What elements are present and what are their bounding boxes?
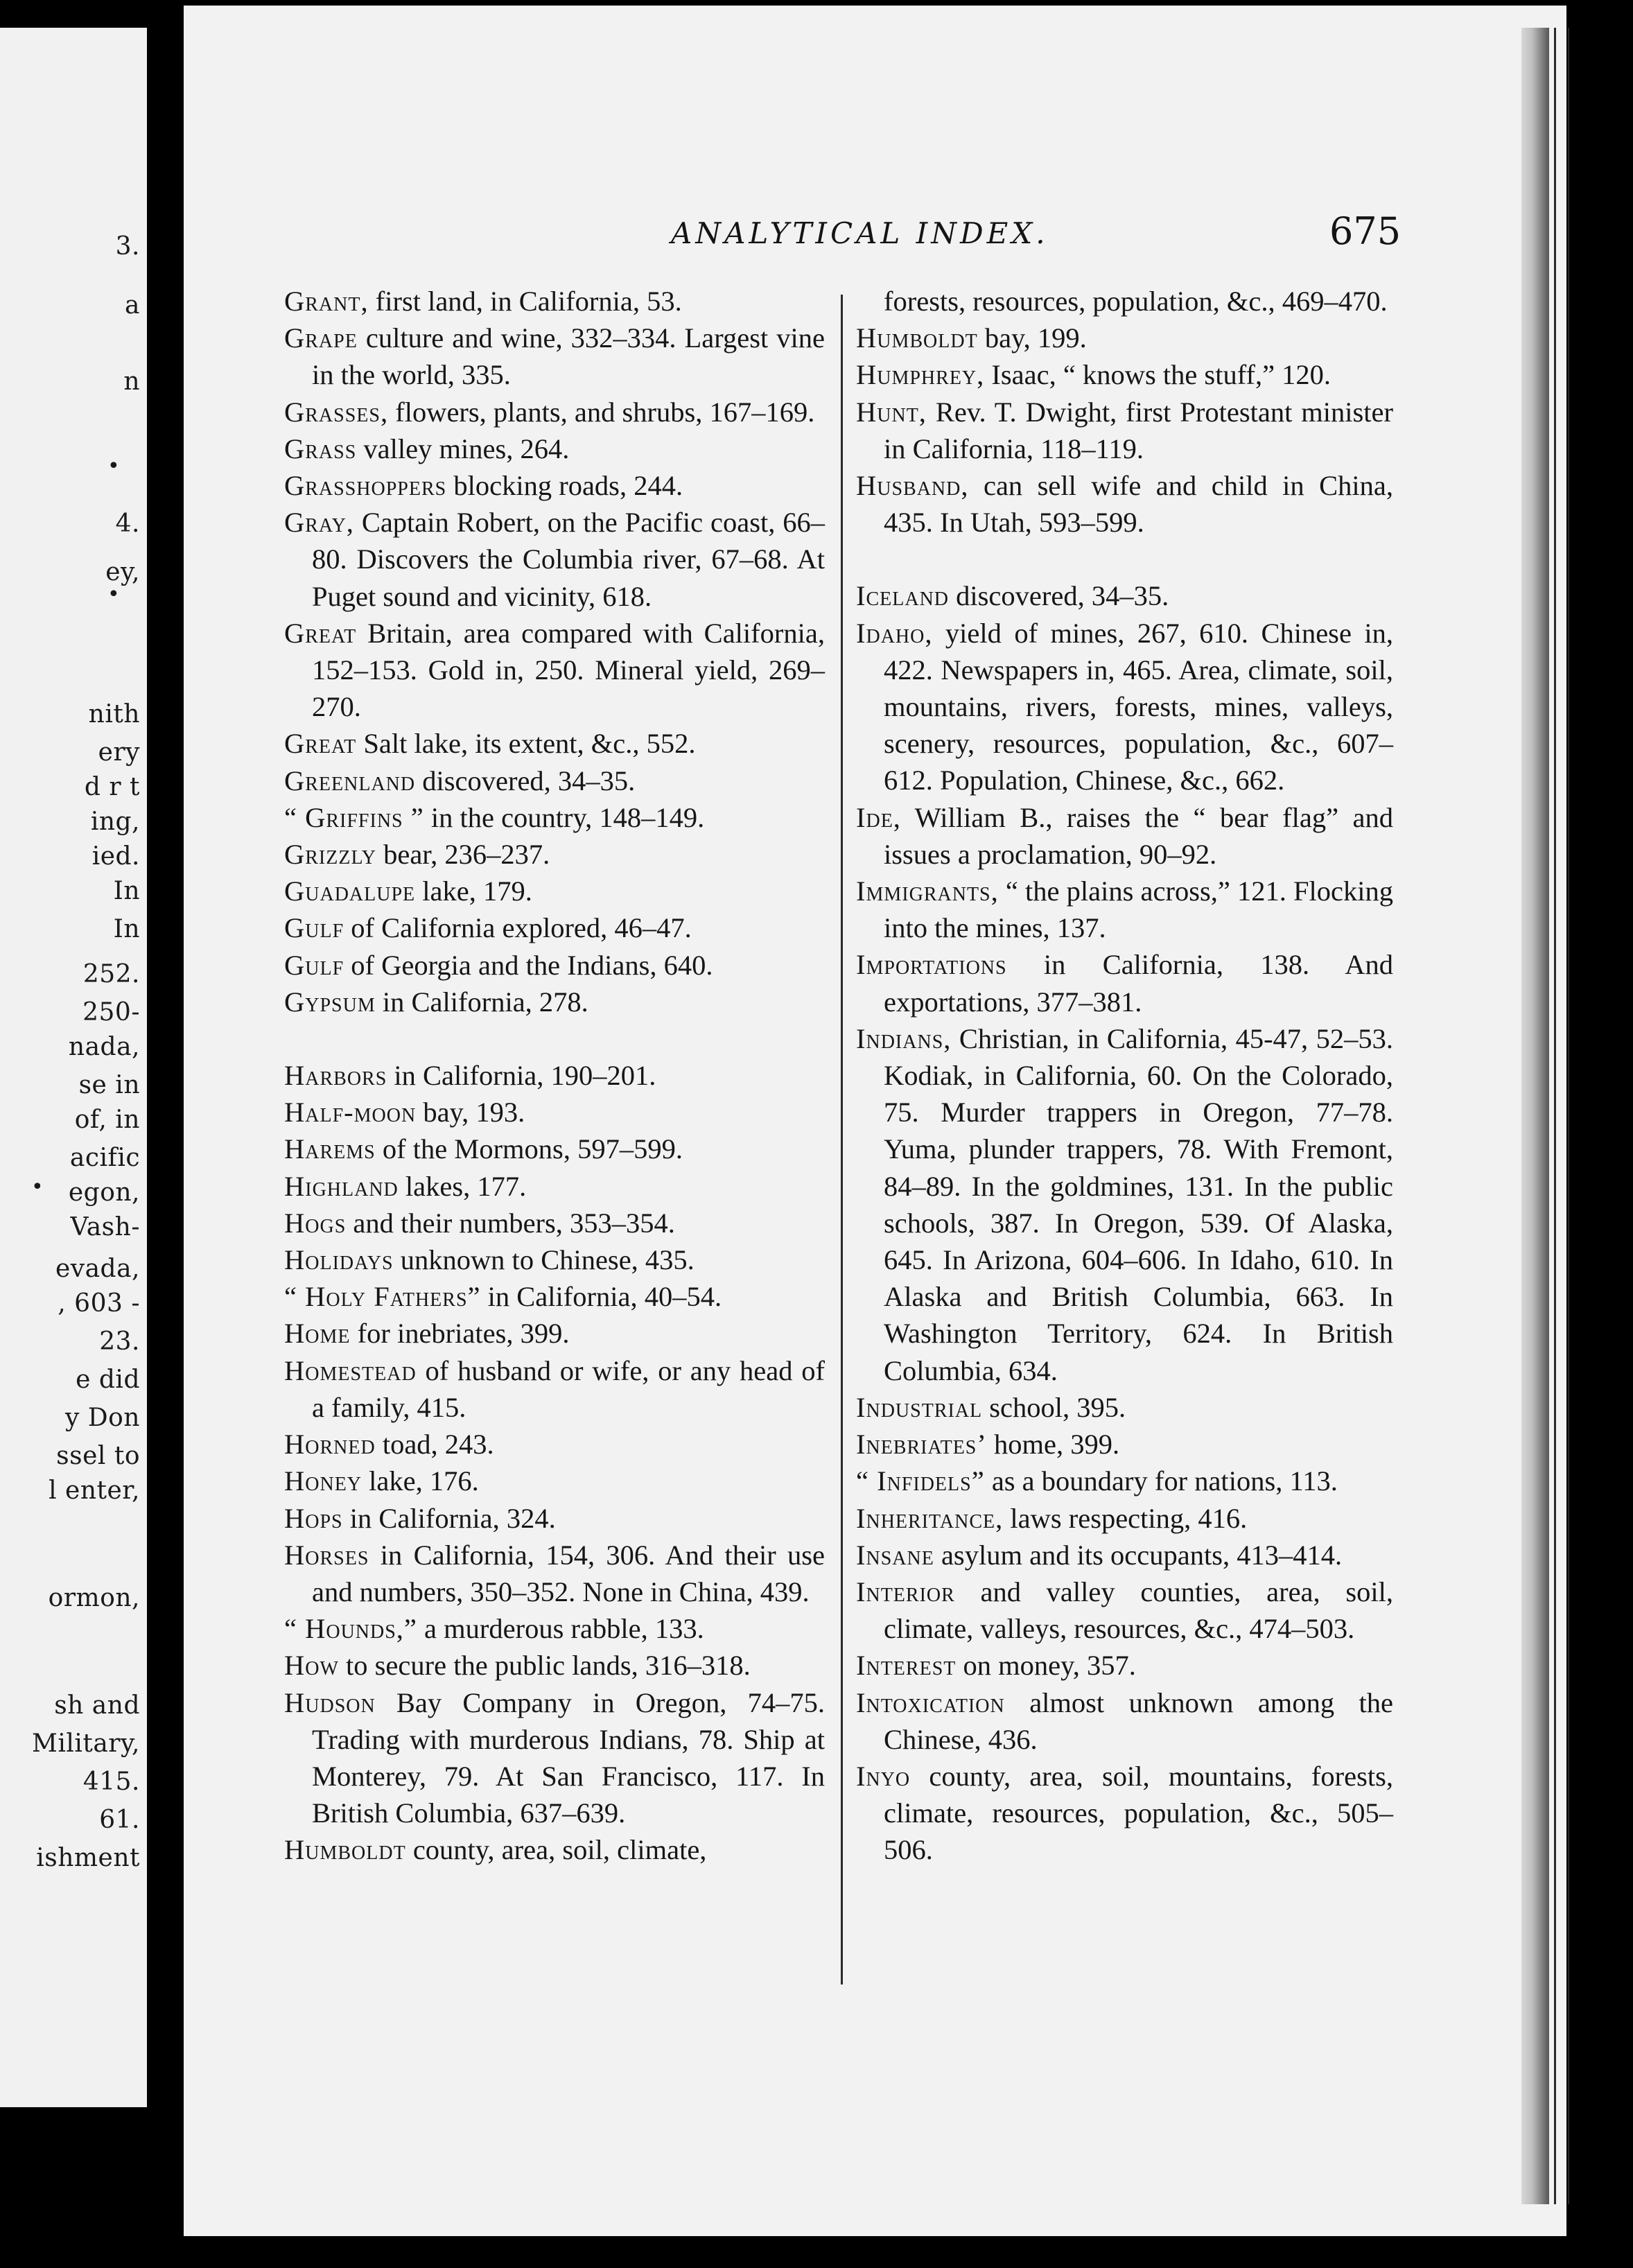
column-rule <box>841 295 843 1984</box>
index-headword: Grasshoppers <box>284 470 447 502</box>
index-entry-text: in California, 138. And exportations, 377–381. <box>884 949 1393 1018</box>
index-entry-text: lake, 179. <box>415 875 532 907</box>
index-entry <box>856 615 1393 799</box>
index-entry-text: can sell wife and child in China, 435. In Utah, 593–599. <box>884 470 1393 539</box>
index-entry-text: “ the plains across,” 121. Flocking into the mines, 137. <box>884 875 1393 944</box>
previous-page-line: , 603 - <box>58 1289 140 1318</box>
index-entry-text: unknown to Chinese, 435. <box>393 1244 695 1276</box>
previous-page-line: ssel to <box>56 1442 140 1470</box>
index-headword: Inyo <box>856 1760 911 1792</box>
previous-page-line: 250- <box>82 998 140 1027</box>
index-headword: Indians, <box>856 1022 952 1054</box>
index-headword: Gulf <box>284 949 344 981</box>
page-number: 675 <box>1329 209 1401 253</box>
index-entry <box>284 1241 825 1278</box>
index-headword: Inheritance, <box>856 1502 1004 1534</box>
index-headword: Interest <box>856 1650 957 1682</box>
index-entry <box>284 725 825 762</box>
index-entry <box>284 1463 825 1499</box>
index-entry-text: bear, 236–237. <box>376 839 550 871</box>
index-entry-text: first land, in California, 53. <box>368 286 682 317</box>
previous-page-line: ormon, <box>48 1584 140 1612</box>
index-entry-text: of husband or wife, or any head of a family, 415. <box>312 1354 825 1423</box>
index-entry-text: valley mines, 264. <box>356 433 570 464</box>
margin-dot: • <box>31 1175 44 1199</box>
previous-page-line: 252. <box>82 960 140 988</box>
index-headword: Honey <box>284 1465 363 1497</box>
index-entry-text: flowers, plants, and shrubs, 167–169. <box>388 396 815 428</box>
previous-page-line: Vash- <box>70 1213 140 1241</box>
section-gap <box>284 1020 825 1057</box>
index-entry <box>284 873 825 909</box>
index-headword: Gray, <box>284 507 354 539</box>
index-entry <box>856 1537 1393 1573</box>
index-entry <box>284 1610 825 1647</box>
index-entry-text: Christian, in California, 45-47, 52–53. Kodiak, in California, 60. On the Colorado, 75. Murder trappers in Oregon, 77–78. Yuma, plunder trappers, 78. With Fremont, 84–89. In the goldmines, 131. In the public schools, 387. In Oregon, 539. Of Alaska, 645. In Arizona, 604–606. In Idaho, 610. In Alaska and British Columbia, 663. In Washington Territory, 624. In British Columbia, 634. <box>884 1022 1393 1386</box>
index-entry <box>284 1831 825 1868</box>
index-headword: Gulf <box>284 912 344 944</box>
previous-page-line: egon, <box>68 1178 140 1207</box>
previous-page-line: ery <box>98 738 140 767</box>
index-headword: Greenland <box>284 765 416 796</box>
index-entry <box>284 1684 825 1832</box>
index-entry-text: William B., raises the “ bear flag” and issues a proclamation, 90–92. <box>884 801 1393 870</box>
index-headword: Hudson <box>284 1686 376 1718</box>
index-entry-text: of California explored, 46–47. <box>344 912 692 944</box>
index-entry <box>284 320 825 393</box>
index-entry <box>856 1758 1393 1869</box>
index-entry <box>284 1057 825 1094</box>
index-headword: Gypsum <box>284 986 376 1018</box>
index-entry-text: of Georgia and the Indians, 640. <box>344 949 713 981</box>
index-headword: Harbors <box>284 1060 387 1092</box>
index-entry <box>856 1573 1393 1647</box>
index-headword: Great <box>284 728 357 760</box>
index-entry-text: discovered, 34–35. <box>949 580 1169 612</box>
index-entry <box>284 1094 825 1131</box>
index-headword: Grass <box>284 433 357 464</box>
previous-page-line: nith <box>88 700 140 729</box>
index-entry-text: toad, 243. <box>375 1429 494 1460</box>
index-headword: Husband, <box>856 470 969 502</box>
index-entry-text: Isaac, “ knows the stuff,” 120. <box>984 359 1331 391</box>
previous-page-line: 61. <box>99 1806 140 1834</box>
index-entry-text: laws respecting, 416. <box>1003 1502 1248 1534</box>
index-headword: Grizzly <box>284 839 376 871</box>
index-entry-text: for inebriates, 399. <box>350 1318 570 1350</box>
previous-page-line: 415. <box>82 1768 140 1796</box>
previous-page-line: e did <box>76 1366 140 1394</box>
index-headword: Hops <box>284 1502 343 1534</box>
previous-page-line: In <box>113 915 140 943</box>
index-entry-text: a murderous rabble, 133. <box>417 1613 704 1645</box>
index-entry <box>856 873 1393 946</box>
previous-page-line: ing, <box>90 808 140 836</box>
previous-page-line: acific <box>69 1144 140 1172</box>
index-column-right <box>856 283 1393 1869</box>
index-entry <box>284 430 825 467</box>
index-entry <box>284 947 825 984</box>
index-headword: Grant, <box>284 286 369 317</box>
index-entry <box>284 1168 825 1205</box>
index-entry-text: in California, 324. <box>342 1502 556 1534</box>
index-entry <box>284 836 825 873</box>
index-entry-text: Rev. T. Dwight, first Protestant minister in California, 118–119. <box>884 396 1393 464</box>
index-headword: Interior <box>856 1576 955 1607</box>
index-column-left <box>284 283 825 1869</box>
previous-page-line: evada, <box>55 1255 140 1283</box>
previous-page-line: a <box>125 291 140 320</box>
previous-page-fragment <box>0 28 147 2107</box>
index-entry <box>284 984 825 1020</box>
index-entry <box>284 762 825 799</box>
index-entry <box>284 909 825 946</box>
previous-page-line: d r t <box>84 773 140 801</box>
index-entry <box>284 1500 825 1537</box>
margin-dot: • <box>107 582 120 607</box>
index-entry-text: in California, 190–201. <box>387 1060 656 1092</box>
previous-page-line: n <box>123 367 140 396</box>
previous-page-line: 23. <box>99 1327 140 1356</box>
index-entry <box>856 467 1393 541</box>
index-headword: Hunt, <box>856 396 927 428</box>
previous-page-line: sh and <box>54 1691 140 1720</box>
index-headword: Intoxication <box>856 1686 1005 1718</box>
page-edge-line <box>1568 28 1569 2204</box>
index-entry <box>284 1315 825 1352</box>
index-entry <box>284 283 825 320</box>
index-entry-text: asylum and its occupants, 413–414. <box>934 1539 1343 1571</box>
index-entry-text: as a boundary for nations, 113. <box>984 1465 1338 1497</box>
previous-page-line: y Don <box>64 1404 140 1432</box>
index-entry-text: Bay Company in Oregon, 74–75. Trading with murderous Indians, 78. Ship at Monterey, 79. At San Francisco, 117. In British Columbia, 637–639. <box>312 1686 825 1829</box>
index-headword: Home <box>284 1318 351 1350</box>
index-headword: Great <box>284 617 357 649</box>
index-entry-text: Britain, area compared with California, 152–153. Gold in, 250. Mineral yield, 269–270. <box>312 617 825 723</box>
index-entry <box>284 1131 825 1167</box>
previous-page-line: ishment <box>36 1844 140 1872</box>
index-entry <box>284 1647 825 1684</box>
margin-dot: • <box>107 454 120 478</box>
index-entry <box>284 1205 825 1241</box>
previous-page-line: of, in <box>74 1106 140 1134</box>
index-entry-text: to secure the public lands, 316–318. <box>338 1650 751 1682</box>
index-headword: Homestead <box>284 1354 417 1386</box>
index-entry <box>856 1426 1393 1463</box>
index-entry <box>284 1537 825 1610</box>
previous-page-line: ied. <box>91 842 140 871</box>
index-headword: Humboldt <box>284 1834 406 1866</box>
index-entry-text: and their numbers, 353–354. <box>346 1207 675 1239</box>
running-head: ANALYTICAL INDEX. <box>671 216 1049 250</box>
index-headword: Half-moon <box>284 1097 417 1128</box>
index-headword: Grasses, <box>284 396 389 428</box>
index-entry-text: bay, 193. <box>416 1097 525 1128</box>
index-entry-text: blocking roads, 244. <box>446 470 683 502</box>
index-entry-text: lakes, 177. <box>398 1170 527 1202</box>
index-entry <box>284 394 825 430</box>
index-entry <box>856 356 1393 393</box>
index-headword: How <box>284 1650 339 1682</box>
index-headword: Holidays <box>284 1244 394 1276</box>
index-headword: Industrial <box>856 1391 983 1423</box>
index-headword: Guadalupe <box>284 875 416 907</box>
page-edge-line <box>1554 28 1556 2204</box>
index-entry <box>284 1426 825 1463</box>
index-entry-text: yield of mines, 267, 610. Chinese in, 422. Newspapers in, 465. Area, climate, soil, mountains, rivers, forests, mines, valleys, scenery, resources, population, &c., 607–612. Population, Chinese, &c., 662. <box>884 617 1393 796</box>
index-headword: “ Hounds,” <box>284 1613 417 1645</box>
index-entry <box>856 799 1393 873</box>
index-entry-text: school, 395. <box>982 1391 1126 1423</box>
index-entry <box>284 1278 825 1315</box>
index-entry-text: Captain Robert, on the Pacific coast, 66–80. Discovers the Columbia river, 67–68. At Puget sound and vicinity, 618. <box>312 507 825 612</box>
index-headword: Insane <box>856 1539 934 1571</box>
index-entry <box>284 467 825 504</box>
index-entry-text: home, 399. <box>986 1429 1120 1460</box>
index-entry <box>856 1463 1393 1499</box>
index-entry <box>856 1647 1393 1684</box>
index-entry-text: forests, resources, population, &c., 469–470. <box>884 286 1388 317</box>
index-headword: Idaho, <box>856 617 933 649</box>
index-entry-text: county, area, soil, mountains, forests, climate, resources, population, &c., 505–506. <box>884 1760 1393 1866</box>
previous-page-line: l enter, <box>49 1476 140 1505</box>
previous-page-line: 4. <box>115 509 140 538</box>
previous-page-line: Military, <box>31 1729 140 1758</box>
index-headword: “ Infidels” <box>856 1465 985 1497</box>
previous-page-line: 3. <box>115 232 140 261</box>
index-entry <box>856 946 1393 1020</box>
previous-page-line: ey, <box>105 558 140 586</box>
index-entry <box>284 615 825 726</box>
index-entry <box>856 1500 1393 1537</box>
index-headword: Harems <box>284 1133 376 1165</box>
previous-page-line: nada, <box>68 1033 140 1061</box>
index-entry-text: lake, 176. <box>362 1465 479 1497</box>
index-entry <box>284 1352 825 1426</box>
index-entry-text: on money, 357. <box>956 1650 1136 1682</box>
index-entry <box>856 394 1393 467</box>
index-entry <box>856 320 1393 356</box>
index-entry-text: discovered, 34–35. <box>415 765 636 796</box>
index-headword: Hogs <box>284 1207 347 1239</box>
index-entry-text: and valley counties, area, soil, climate, valleys, resources, &c., 474–503. <box>884 1576 1393 1645</box>
index-entry <box>856 1684 1393 1758</box>
index-headword: Iceland <box>856 580 950 612</box>
index-headword: Grape <box>284 322 358 354</box>
index-entry <box>284 799 825 836</box>
index-headword: Humboldt <box>856 322 978 354</box>
index-entry-text: almost unknown among the Chinese, 436. <box>884 1686 1393 1755</box>
index-headword: “ Griffins ” <box>284 801 424 833</box>
index-entry <box>284 504 825 615</box>
index-headword: Immigrants, <box>856 875 999 907</box>
index-entry-text: culture and wine, 332–334. Largest vine in the world, 335. <box>312 322 825 391</box>
index-entry <box>856 577 1393 614</box>
index-entry <box>856 1020 1393 1389</box>
index-headword: Horned <box>284 1429 376 1460</box>
index-headword: Inebriates’ <box>856 1429 987 1460</box>
index-headword: Highland <box>284 1170 399 1202</box>
index-entry-text: in California, 40–54. <box>480 1281 722 1313</box>
index-entry <box>856 1389 1393 1426</box>
index-entry-text: Salt lake, its extent, &c., 552. <box>356 728 696 760</box>
index-entry-text: county, area, soil, climate, <box>405 1834 707 1866</box>
index-headword: Importations <box>856 949 1007 981</box>
index-entry-text: of the Mormons, 597–599. <box>375 1133 683 1165</box>
index-headword: “ Holy Fathers” <box>284 1281 481 1313</box>
index-entry <box>856 283 1393 320</box>
index-entry-text: in California, 154, 306. And their use and numbers, 350–352. None in China, 439. <box>312 1539 825 1607</box>
page-edge <box>1521 28 1549 2204</box>
index-headword: Ide, <box>856 801 901 833</box>
index-entry-text: in California, 278. <box>375 986 588 1018</box>
index-entry-text: in the country, 148–149. <box>423 801 705 833</box>
index-headword: Humphrey, <box>856 359 985 391</box>
index-entry-text: bay, 199. <box>977 322 1087 354</box>
section-gap <box>856 541 1393 577</box>
previous-page-line: se in <box>78 1071 140 1099</box>
index-headword: Horses <box>284 1539 369 1571</box>
previous-page-line: In <box>113 877 140 905</box>
